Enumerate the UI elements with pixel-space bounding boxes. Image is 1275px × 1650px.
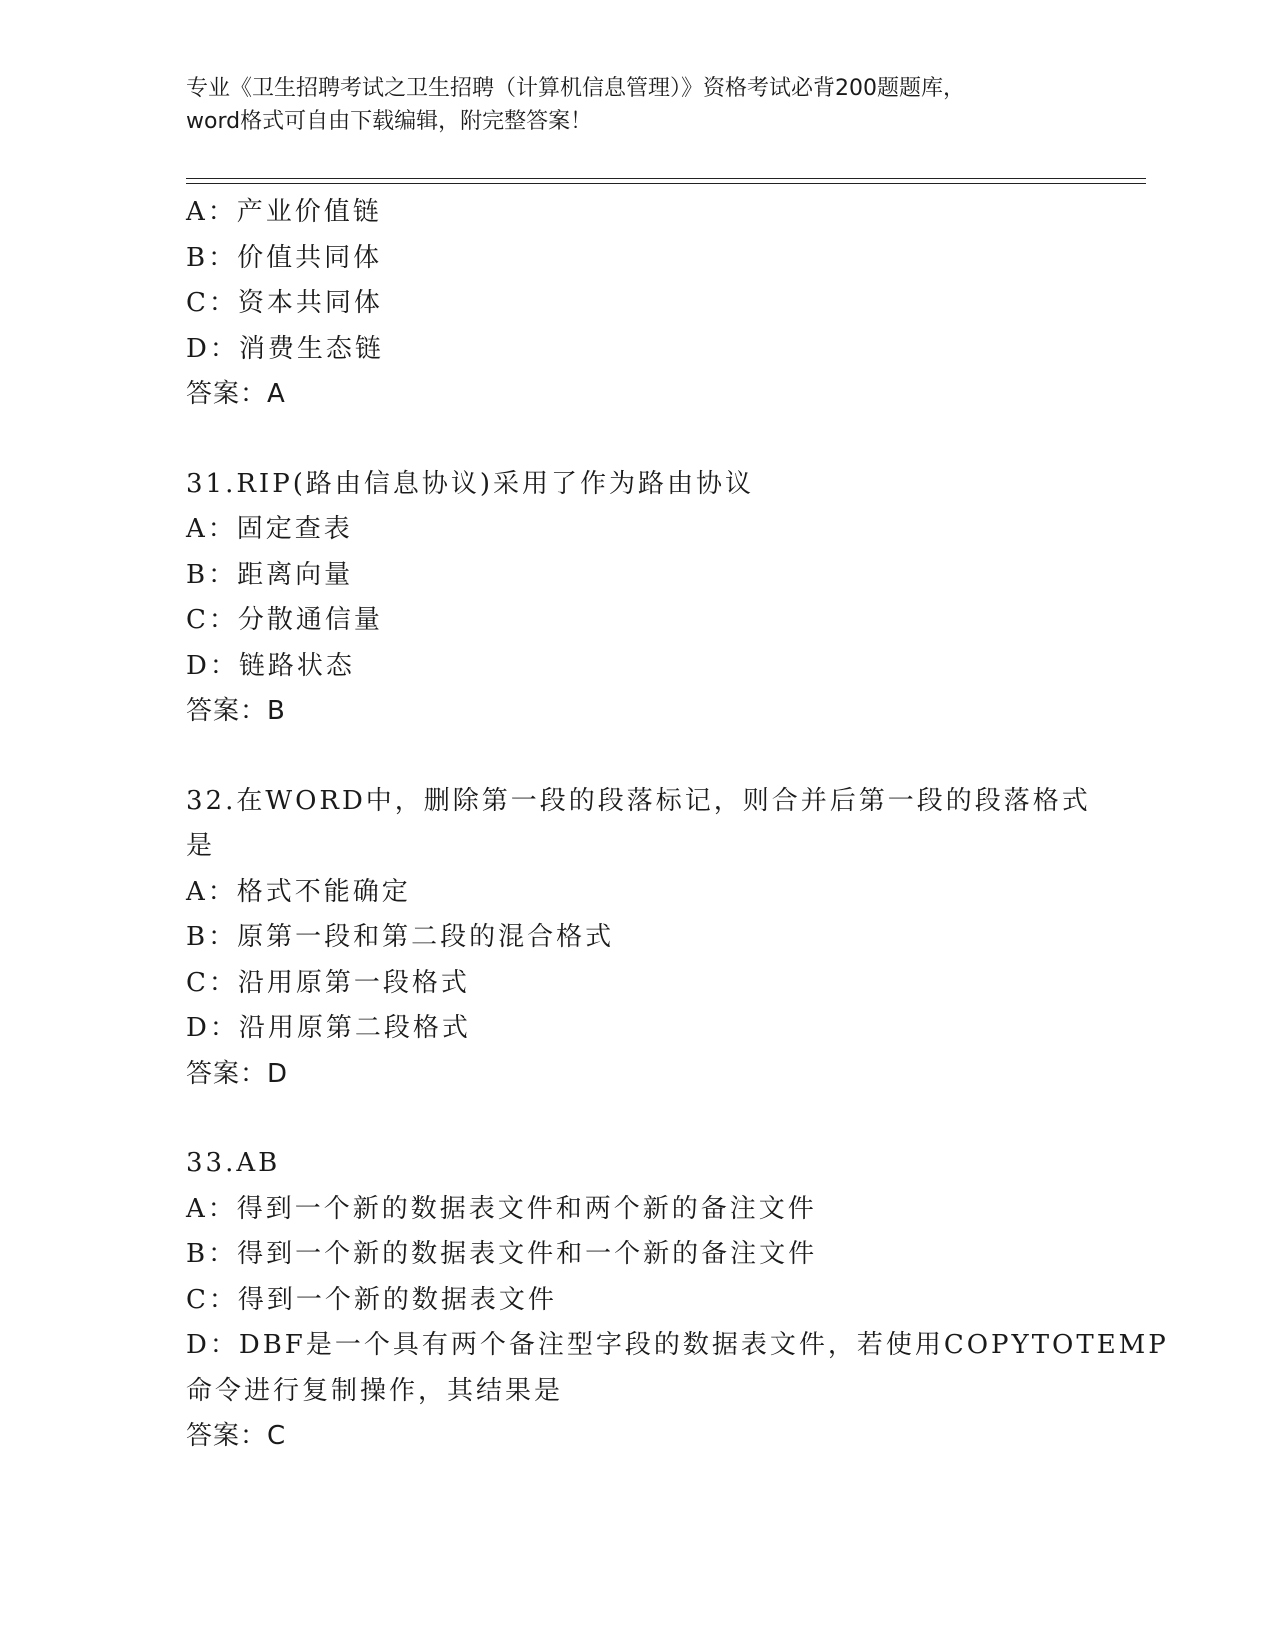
header-title-line1: 专业《卫生招聘考试之卫生招聘（计算机信息管理）》资格考试必背200题题库， [186,76,965,101]
option-d: D：链路状态 [186,650,355,681]
option-a: A：固定查表 [186,514,353,544]
option-a: A：格式不能确定 [186,876,411,907]
question-text: 33.AB [186,1148,281,1178]
option-b: B：得到一个新的数据表文件和一个新的备注文件 [186,1239,818,1269]
option-c: C：得到一个新的数据表文件 [186,1284,557,1315]
document-header [186,72,1086,138]
answer-line: 答案：B [186,696,286,726]
option-a: A：得到一个新的数据表文件和两个新的备注文件 [186,1193,817,1224]
option-b: B：距离向量 [186,559,354,590]
option-d-line2: 命令进行复制操作，其结果是 [186,1375,564,1406]
option-b: B：原第一段和第二段的混合格式 [186,922,615,952]
option-a: A：产业价值链 [186,197,382,227]
question-30 [186,190,1086,418]
answer-line: 答案：A [186,379,286,409]
question-31 [186,462,1086,735]
question-text: 31.RIP(路由信息协议)采用了作为路由协议 [186,468,754,499]
answer-line: 答案：C [186,1421,287,1451]
option-d: D：消费生态链 [186,333,384,364]
header-divider-top [186,178,1146,179]
question-33 [186,1141,1169,1460]
header-title-line2: word格式可自由下载编辑，附完整答案！ [186,109,593,134]
question-text-line2: 是 [186,831,216,861]
option-c: C：沿用原第一段格式 [186,967,470,998]
question-32 [186,779,1091,1098]
header-divider-bottom [186,183,1146,184]
option-c: C：资本共同体 [186,288,383,318]
option-c: C：分散通信量 [186,605,383,635]
answer-line: 答案：D [186,1058,289,1089]
option-b: B：价值共同体 [186,242,383,273]
question-text-line1: 32.在WORD中，删除第一段的段落标记，则合并后第一段的段落格式 [186,785,1091,816]
option-d-line1: D：DBF是一个具有两个备注型字段的数据表文件，若使用COPYTOTEMP [186,1330,1169,1360]
question-list [186,190,1169,1460]
option-d: D：沿用原第二段格式 [186,1013,471,1043]
